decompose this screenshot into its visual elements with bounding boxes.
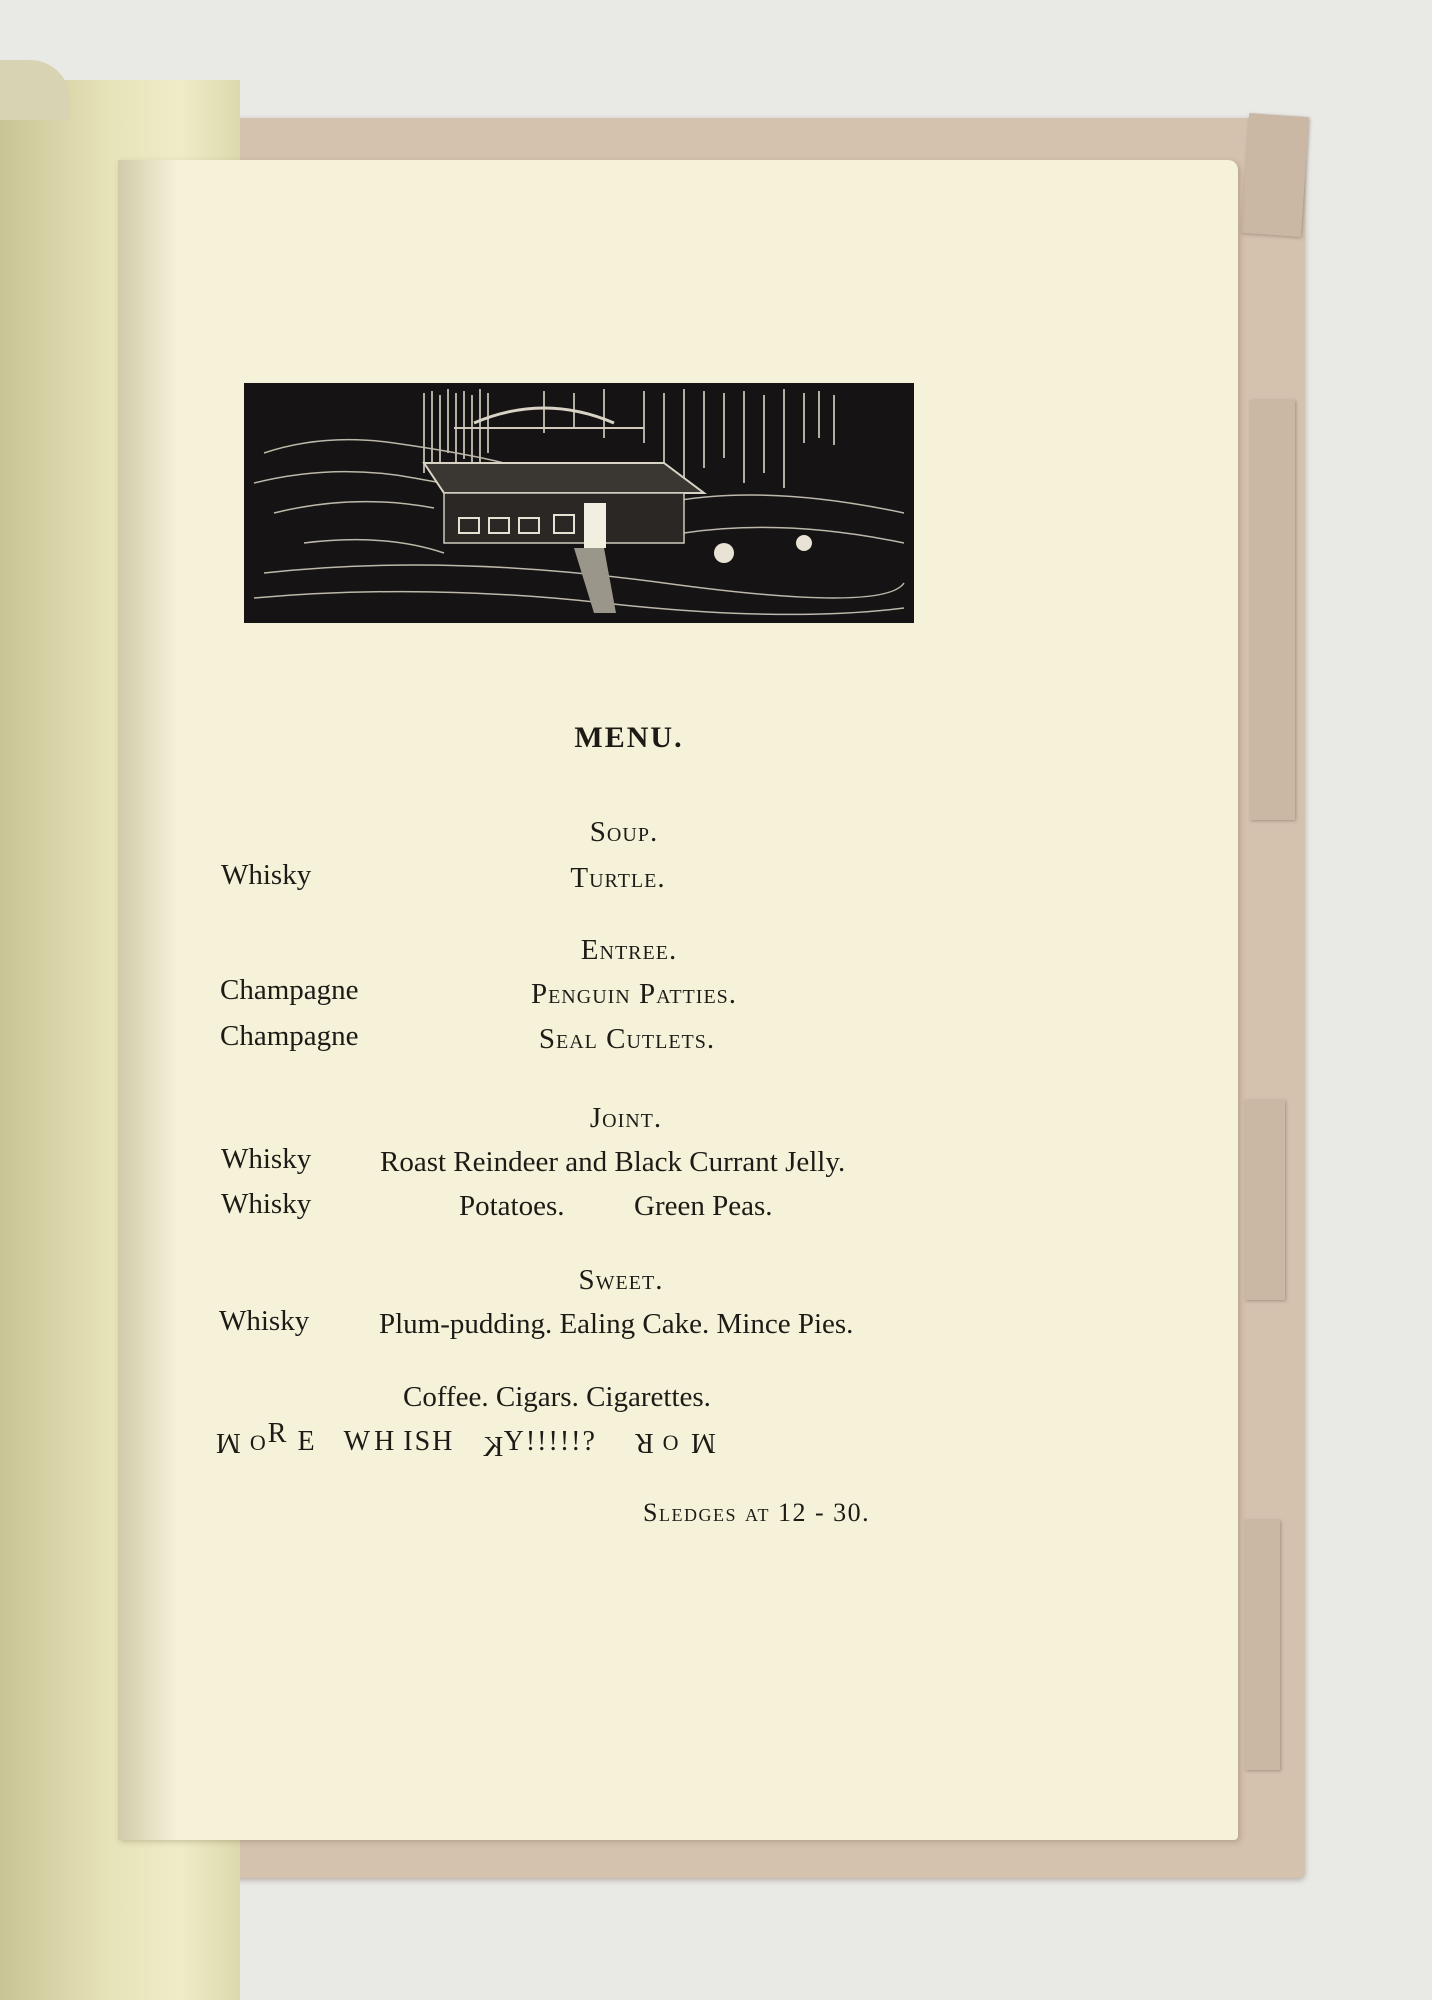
- page-gutter-shadow: [118, 160, 178, 1840]
- more-whisky-letter: R: [632, 1427, 654, 1458]
- drink-joint-1: Whisky: [221, 1143, 312, 1175]
- drink-soup: Whisky: [221, 859, 312, 891]
- more-whisky-letter: O: [249, 1430, 268, 1455]
- drink-entree-1: Champagne: [220, 974, 359, 1006]
- torn-paper-tab: [1245, 1100, 1285, 1300]
- course-heading-joint: Joint.: [589, 1102, 663, 1134]
- more-whisky-letter: K: [481, 1432, 504, 1463]
- torn-paper-tab: [1245, 1520, 1280, 1770]
- dish-penguin-patties: Penguin Patties.: [530, 978, 738, 1010]
- drink-sweet: Whisky: [219, 1305, 310, 1337]
- course-heading-soup: Soup.: [589, 816, 659, 848]
- dish-potatoes: Potatoes.: [459, 1190, 565, 1222]
- more-whisky-letter: ISH: [403, 1426, 455, 1457]
- drink-entree-2: Champagne: [220, 1020, 359, 1052]
- coffee-cigars-line: Coffee. Cigars. Cigarettes.: [403, 1381, 711, 1413]
- more-whisky-letter: E: [297, 1426, 317, 1457]
- more-whisky-letter: H: [372, 1426, 395, 1457]
- woodcut-illustration: [244, 383, 914, 623]
- left-page-curl: [0, 60, 70, 120]
- dish-roast-reindeer: Roast Reindeer and Black Currant Jelly.: [380, 1146, 846, 1178]
- more-whisky-letter: W: [343, 1426, 373, 1457]
- menu-title: MENU.: [574, 721, 684, 754]
- torn-paper-tab: [1250, 400, 1295, 820]
- course-heading-sweet: Sweet.: [578, 1264, 664, 1296]
- more-whisky-letter: O: [662, 1430, 681, 1455]
- more-whisky-letter: Y!!!!!?: [503, 1426, 597, 1457]
- torn-paper-tab: [1241, 113, 1309, 237]
- course-heading-entree: Entree.: [580, 934, 678, 966]
- drink-joint-2: Whisky: [221, 1188, 312, 1220]
- dish-seal-cutlets: Seal Cutlets.: [538, 1023, 716, 1055]
- more-whisky-letter: M: [214, 1427, 241, 1458]
- more-whisky-line: [214, 1418, 717, 1463]
- more-whisky-letter: R: [267, 1418, 289, 1449]
- dish-green-peas: Green Peas.: [634, 1190, 773, 1222]
- more-whisky-letter: M: [689, 1427, 717, 1458]
- dish-sweets: Plum-pudding. Ealing Cake. Mince Pies.: [379, 1308, 854, 1340]
- dish-turtle: Turtle.: [570, 862, 666, 894]
- sledges-time: Sledges at 12 - 30.: [643, 1498, 871, 1527]
